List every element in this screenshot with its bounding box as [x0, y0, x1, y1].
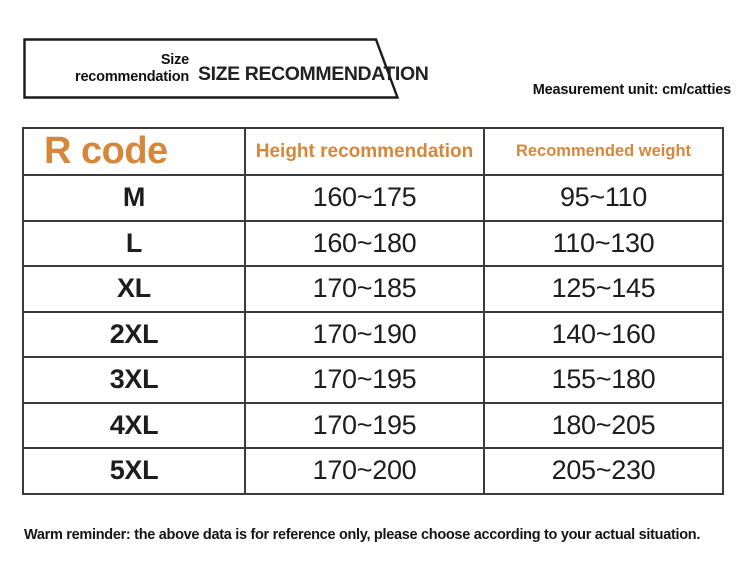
table-row [23, 312, 723, 358]
weight-cell: 125~145 [484, 266, 723, 312]
size-cell: 2XL [23, 312, 245, 358]
warm-reminder: Warm reminder: the above data is for reference only, please choose according to your actual situation. [24, 527, 701, 543]
header-r-code: R code [23, 128, 245, 175]
banner [23, 38, 429, 99]
table-row [23, 266, 723, 312]
height-cell: 160~180 [245, 221, 484, 267]
banner-subtitle-line2: recommendation [75, 68, 190, 85]
table-row [23, 403, 723, 449]
measurement-unit-note: Measurement unit: cm/catties [532, 82, 731, 98]
weight-cell: 180~205 [484, 403, 723, 449]
table-row [23, 448, 723, 494]
table-header-row [23, 128, 723, 175]
size-cell: 3XL [23, 357, 245, 403]
height-cell: 170~195 [245, 357, 484, 403]
banner-text [23, 38, 429, 99]
header-height-recommendation: Height recommendation [245, 128, 484, 175]
size-table [22, 127, 724, 495]
table-row [23, 357, 723, 403]
size-cell: L [23, 221, 245, 267]
weight-cell: 205~230 [484, 448, 723, 494]
weight-cell: 110~130 [484, 221, 723, 267]
header-recommended-weight: Recommended weight [484, 128, 723, 175]
banner-title: SIZE RECOMMENDATION [198, 62, 429, 85]
weight-cell: 140~160 [484, 312, 723, 358]
banner-subtitle [75, 52, 189, 84]
weight-cell: 155~180 [484, 357, 723, 403]
height-cell: 170~195 [245, 403, 484, 449]
size-cell: M [23, 175, 245, 221]
size-cell: 5XL [23, 448, 245, 494]
height-cell: 170~200 [245, 448, 484, 494]
height-cell: 160~175 [245, 175, 484, 221]
table-row [23, 175, 723, 221]
size-cell: 4XL [23, 403, 245, 449]
height-cell: 170~185 [245, 266, 484, 312]
banner-subtitle-line1: Size [160, 52, 190, 69]
size-cell: XL [23, 266, 245, 312]
height-cell: 170~190 [245, 312, 484, 358]
weight-cell: 95~110 [484, 175, 723, 221]
table-row [23, 221, 723, 267]
